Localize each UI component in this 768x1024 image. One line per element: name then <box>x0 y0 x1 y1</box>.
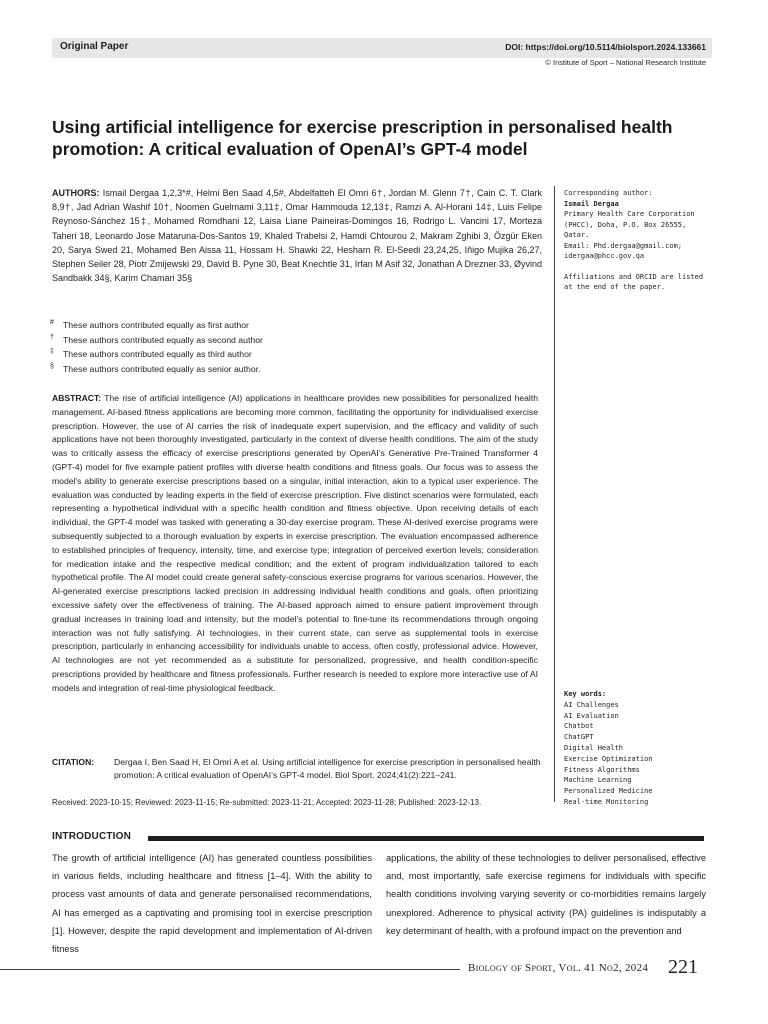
citation <box>52 756 542 782</box>
abstract <box>52 392 538 696</box>
citation-label: CITATION: <box>52 757 95 767</box>
note-text: These authors contributed equally as senior author. <box>63 363 261 374</box>
keywords-label: Key words: <box>564 690 607 698</box>
introduction-heading: INTRODUCTION <box>52 831 132 842</box>
keyword-item: AI Challenges <box>564 700 619 709</box>
journal-name: Biology of Sport, Vol. 41 No2, 2024 <box>468 962 649 974</box>
sidebar-divider <box>554 186 555 802</box>
note-text: These authors contributed equally as second author <box>63 334 263 345</box>
authors-label: AUTHORS: <box>52 188 100 198</box>
note-symbol: † <box>50 333 54 341</box>
corr-label: Corresponding author: <box>564 189 653 197</box>
page-footer <box>468 956 698 978</box>
note-text: These authors contributed equally as third author <box>63 349 252 360</box>
keyword-item: Digital Health <box>564 743 624 752</box>
keyword-item: Personalized Medicine <box>564 787 653 796</box>
authors-list: Ismail Dergaa 1,2,3*#, Helmi Ben Saad 4,5#, Abdelfatteh El Omri 6†, Jordan M. Glenn 7†, Cain C. T. Clark 8,9†, Jad Adrian Washif 10†, Noomen Guelmami 3,11‡, Omar Hammouda 12,13‡, Ramzi A. Al-Horani 14‡, Luis Felipe Reynoso-Sánchez 15‡, Mohamed Romdhani 12, Laisa Liane Paineiras-Domingos 16, Rodrigo L. Vancini 17, Morteza Taheri 18, Leonardo Jose Mataruna-Dos-Santos 19, Khaled Trabelsi 2, Hamdi Chtourou 2, Makram Zghibi 3, Özgür Eken 20, Sarya Swed 21, Mohamed Ben Aissa 11, Hossam H. Shawki 22, Hesham R. El-Seedi 23,24,25, Iñigo Mujika 26,27, Stephen Seiler 28, Piotr Zmijewski 29, David B. Pyne 30, Beat Knechtle 31, Irfan M Asif 32, Jonathan A Drezner 33, Øyvind Sandbakk 34§, Karim Chamari 35§ <box>52 188 542 284</box>
keyword-item: Exercise Optimization <box>564 754 653 763</box>
abstract-label: ABSTRACT: <box>52 393 102 403</box>
keyword-item: Chatbot <box>564 722 594 731</box>
keyword-item: AI Evaluation <box>564 711 619 720</box>
keywords-box <box>564 689 714 808</box>
authors-block <box>52 186 542 285</box>
keyword-item: ChatGPT <box>564 733 594 742</box>
intro-column-left: The growth of artificial intelligence (AI) has generated countless possibilities in various fields, including healthcare and fitness [1–4]. With the ability to process vast amounts of data and generate personalised recommendations, AI has emerged as a captivating and promising tool in exercise prescription [1]. However, despite the rapid development and implementation of AI-driven fitness <box>52 853 372 955</box>
paper-title: Using artificial intelligence for exercise prescription in personalised health promotion: A critical evaluation of OpenAI’s GPT-4 model <box>52 117 673 159</box>
publication-dates: Received: 2023-10-15; Reviewed: 2023-11-15; Re-submitted: 2023-11-21; Accepted: 2023-11-28; Published: 2023-12-13. <box>52 798 482 807</box>
note-item <box>50 333 350 348</box>
corr-email[interactable]: Email: Phd.dergaa@gmail.com; idergaa@phcc.gov.qa <box>564 241 683 260</box>
keyword-item: Machine Learning <box>564 776 632 785</box>
note-symbol: § <box>50 362 54 370</box>
intro-column-right: applications, the ability of these technologies to deliver personalised, effective and, most importantly, safe exercise regimens for individuals with specific health conditions involving varying severity or co-morbidities remains largely unexplored. Adherence to physical activity (PA) guidelines is indisputably a key determinant of health, with a profound impact on the prevention and <box>386 853 706 936</box>
keyword-item: Real-time Monitoring <box>564 797 649 806</box>
note-item <box>50 362 350 377</box>
keyword-item: Fitness Algorithms <box>564 765 640 774</box>
contribution-notes <box>50 318 350 376</box>
corr-name: Ismail Dergaa <box>564 199 619 208</box>
note-item <box>50 318 350 333</box>
note-item <box>50 347 350 362</box>
note-symbol: ‡ <box>50 348 54 356</box>
corresponding-author-box <box>564 188 714 293</box>
header-bar <box>52 38 712 58</box>
affiliations-note: Affiliations and ORCID are listed at the end of the paper. <box>564 272 704 291</box>
section-rule <box>148 836 704 841</box>
footer-rule <box>0 969 460 970</box>
institute-line: © Institute of Sport – National Research Institute <box>545 58 706 67</box>
abstract-text: The rise of artificial intelligence (AI) applications in healthcare provides new possibilities for personalized health management. AI-based fitness applications are becoming more common, facilitating the opportunity for individualised exercise prescription. However, the use of AI carries the risk of inadequate expert supervision, and the efficacy and validity of such applications have not been thoroughly investigated, particularly in the context of diverse health conditions. The aim of the study was to critically assess the efficacy of exercise prescriptions generated by OpenAI’s Generative Pre-Trained Transformer 4 (GPT-4) model for five example patient profiles with diverse health conditions and fitness goals. Our focus was to assess the model’s ability to generate exercise prescriptions based on a singular, initial interaction, akin to a typical user experience. The evaluation was conducted by leading experts in the field of exercise prescription. Five distinct scenarios were formulated, each representing a hypothetical individual with a specific health condition and fitness objective. Upon receiving details of each individual, the GPT-4 model was tasked with generating a 30-day exercise program. These AI-derived exercise programs were subsequently subjected to a thorough evaluation by experts in exercise prescription. The evaluation encompassed adherence to established principles of frequency, intensity, time, and exercise type; integration of perceived exertion levels; consideration for medication intake and the respective medical condition; and the extent of program individualization tailored to each hypothetical profile. The AI model could create general safety-conscious exercise programs for various scenarios. However, the AI-generated exercise prescriptions lacked precision in addressing individual health conditions and goals, often prioritizing excessive safety over the effectiveness of training. The AI-based approach aimed to ensure patient improvement through gradual increases in training load and intensity, but the model’s potential to fine-tune its recommendations through ongoing interaction was not fully satisfying. AI technologies, in their current state, can serve as supplemental tools in exercise prescription, particularly in enhancing accessibility for individuals unable to access, often costly, professional advice. However, AI technologies are not yet recommended as a substitute for personalized, progressive, and health condition-specific prescriptions provided by healthcare and fitness professionals. Further research is needed to explore more interactive use of AI models and integration of real-time physiological feedback. <box>52 393 538 693</box>
corr-address: Primary Health Care Corporation (PHCC), Doha, P.O. Box 26555, Qatar. <box>564 210 695 239</box>
doi-link[interactable]: DOI: https://doi.org/10.5114/biolsport.2024.133661 <box>505 42 706 52</box>
citation-text: Dergaa I, Ben Saad H, El Omri A et al. Using artificial intelligence for exercise prescription in personalised health promotion: A critical evaluation of OpenAI’s GPT-4 model. Biol Sport. 2024;41(2):221–241. <box>114 757 541 780</box>
note-text: These authors contributed equally as first author <box>63 320 249 330</box>
page-number: 221 <box>668 956 698 978</box>
note-symbol: # <box>50 319 54 326</box>
article-type-label: Original Paper <box>60 41 129 52</box>
